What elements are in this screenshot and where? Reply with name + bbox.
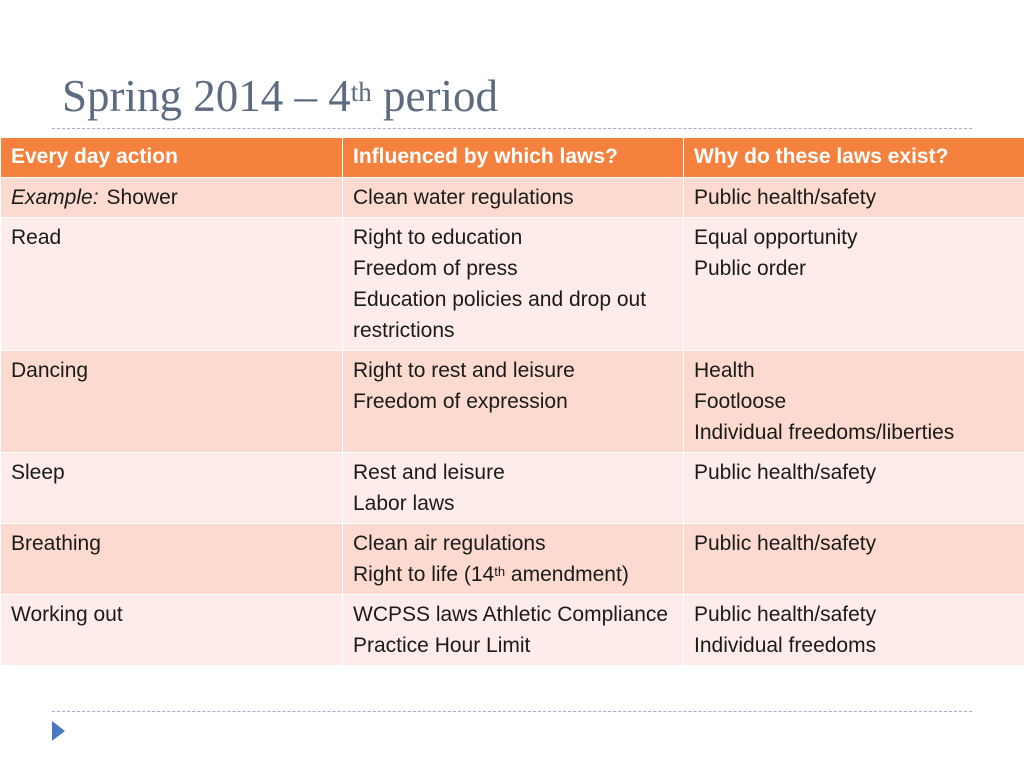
example-reasons-cell — [684, 178, 1024, 218]
example-reason: Public health/safety — [694, 186, 877, 209]
law-text: Right to education — [353, 226, 523, 249]
table-row — [1, 351, 1024, 453]
table-row-example — [1, 178, 1024, 218]
title-main: Spring 2014 – 4 — [62, 71, 351, 121]
reasons-cell — [684, 524, 1024, 595]
reasons-cell — [684, 218, 1024, 351]
slide-title — [62, 66, 498, 126]
action-text: Sleep — [11, 461, 65, 484]
reason-text: Individual freedoms/liberties — [694, 421, 955, 444]
example-law: Clean water regulations — [353, 186, 574, 209]
law-text-superscript: th — [494, 564, 506, 579]
laws-table — [0, 137, 1024, 666]
example-action: Shower — [106, 186, 178, 209]
reasons-cell — [684, 453, 1024, 524]
reason-text: Public health/safety — [694, 532, 877, 555]
laws-cell — [343, 453, 684, 524]
law-text: Clean air regulations — [353, 532, 546, 555]
reason-text: Public health/safety — [694, 603, 877, 626]
action-text: Working out — [11, 603, 123, 626]
triangle-bullet-icon — [52, 721, 65, 741]
reason-text: Health — [694, 359, 755, 382]
reason-text: Public order — [694, 257, 807, 280]
header-influenced-by-laws: Influenced by which laws? — [343, 138, 684, 178]
laws-cell — [343, 218, 684, 351]
top-divider — [52, 128, 972, 129]
law-text: Rest and leisure — [353, 461, 505, 484]
action-text: Dancing — [11, 359, 89, 382]
law-text: Labor laws — [353, 492, 455, 515]
title-suffix: period — [371, 71, 498, 121]
header-every-day-action: Every day action — [1, 138, 343, 178]
reasons-cell — [684, 351, 1024, 453]
law-text: Right to rest and leisure — [353, 359, 575, 382]
action-text: Read — [11, 226, 62, 249]
reason-text: Footloose — [694, 390, 787, 413]
laws-cell — [343, 595, 684, 666]
law-text: Freedom of press — [353, 257, 518, 280]
title-superscript: th — [350, 77, 372, 107]
action-cell — [1, 595, 343, 666]
reason-text: Individual freedoms — [694, 634, 877, 657]
action-cell — [1, 351, 343, 453]
law-text-part: Right to life (14 — [353, 563, 495, 586]
action-cell — [1, 453, 343, 524]
laws-cell — [343, 524, 684, 595]
example-action-cell — [1, 178, 343, 218]
law-text — [353, 559, 673, 590]
bottom-divider — [52, 711, 972, 712]
reasons-cell — [684, 595, 1024, 666]
action-cell — [1, 524, 343, 595]
action-cell — [1, 218, 343, 351]
table-row — [1, 453, 1024, 524]
table-row — [1, 524, 1024, 595]
table-row — [1, 218, 1024, 351]
law-text: Education policies and drop out restrictions — [353, 288, 647, 342]
table-row — [1, 595, 1024, 666]
law-text: Freedom of expression — [353, 390, 568, 413]
laws-cell — [343, 351, 684, 453]
header-why-laws-exist: Why do these laws exist? — [684, 138, 1024, 178]
table-header-row — [1, 138, 1024, 178]
example-label: Example: — [11, 186, 99, 209]
law-text-part: amendment) — [505, 563, 629, 586]
example-laws-cell — [343, 178, 684, 218]
reason-text: Public health/safety — [694, 461, 877, 484]
reason-text: Equal opportunity — [694, 226, 858, 249]
action-text: Breathing — [11, 532, 101, 555]
law-text: WCPSS laws Athletic Compliance Practice Hour Limit — [353, 603, 669, 657]
